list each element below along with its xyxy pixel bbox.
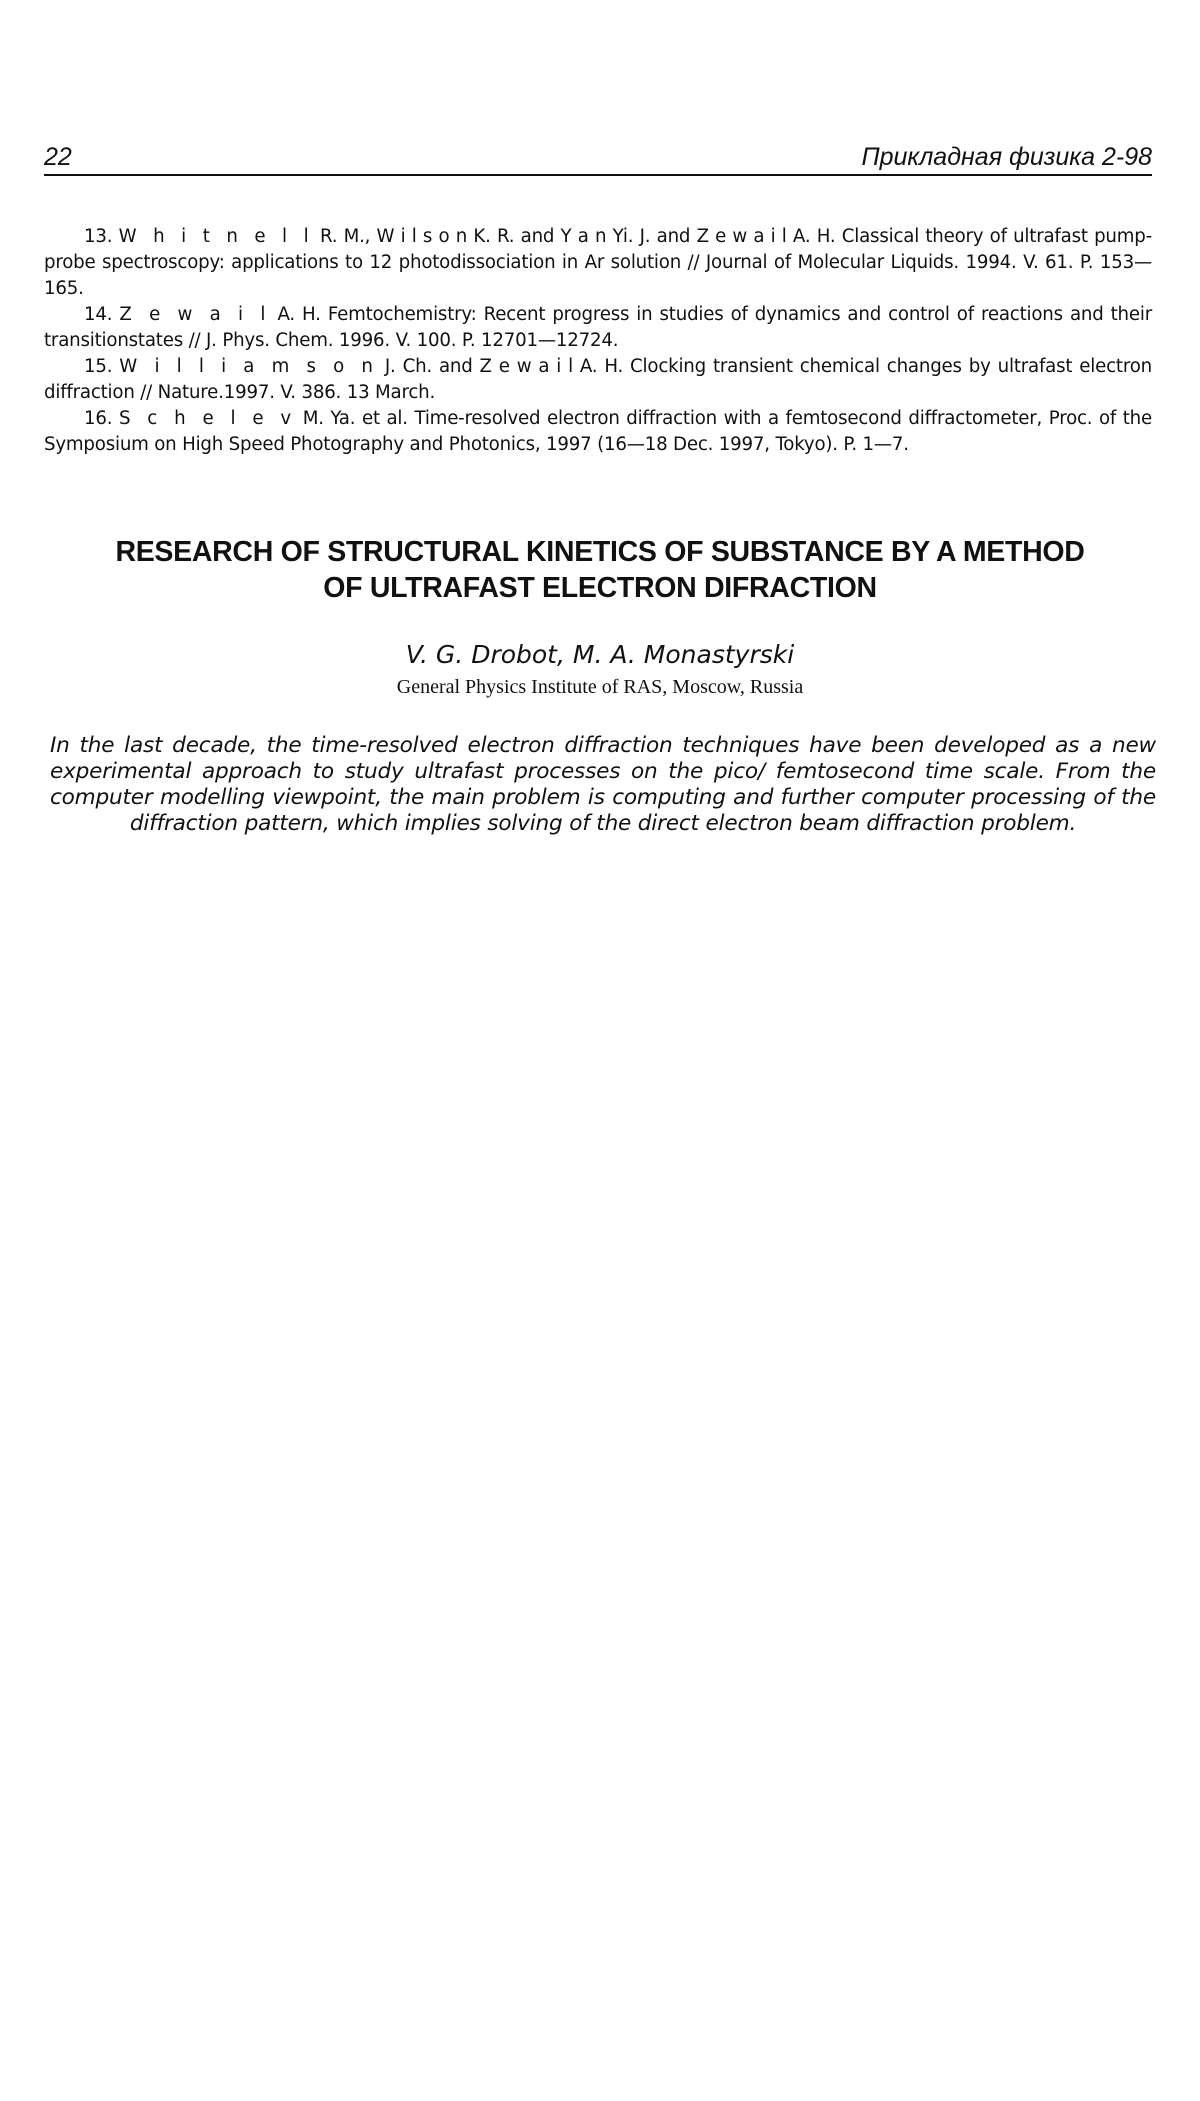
reference-number: 16. bbox=[84, 408, 113, 429]
article-title-line: RESEARCH OF STRUCTURAL KINETICS OF SUBSTANCE BY A METHOD bbox=[115, 536, 1085, 568]
reference-number: 13. bbox=[84, 226, 113, 247]
reference-text: M. Ya. et al. Time-resolved electron diffraction with a femtosecond diffractometer, Proc. of the Symposium on High Speed Photography and Photonics, 1997 (16—18 Dec. 1997, Tokyo). P. 1—7. bbox=[44, 408, 1152, 455]
reference-item bbox=[44, 224, 1152, 302]
running-head bbox=[44, 138, 1152, 176]
reference-item bbox=[44, 406, 1152, 458]
journal-title: Прикладная физика 2-98 bbox=[861, 143, 1152, 171]
reference-author: S c h e l e v bbox=[118, 408, 297, 429]
reference-text: A. H. Femtochemistry: Recent progress in studies of dynamics and control of reactions and their transitionstates // J. Phys. Chem. 1996. V. 100. P. 12701—12724. bbox=[44, 304, 1152, 351]
article-abstract: In the last decade, the time-resolved electron diffraction techniques have been developed as a new experimental approach to study ultrafast processes on the pico/ femtosecond time scale. From the computer modelling viewpoint, the main problem is computing and further computer processing of the diffraction pattern, which implies solving of the direct electron beam diffraction problem. bbox=[50, 733, 1156, 836]
reference-number: 15. bbox=[84, 356, 113, 377]
article-title bbox=[50, 534, 1150, 606]
reference-item bbox=[44, 354, 1152, 406]
reference-number: 14. bbox=[84, 304, 113, 325]
reference-item bbox=[44, 302, 1152, 354]
article-authors: V. G. Drobot, M. A. Monastyrski bbox=[405, 640, 795, 669]
reference-list bbox=[44, 224, 1152, 458]
article-affiliation: General Physics Institute of RAS, Moscow, Russia bbox=[396, 676, 804, 698]
reference-text: J. Ch. and Z e w a i l A. H. Clocking transient chemical changes by ultrafast electron diffraction // Nature.1997. V. 386. 13 March. bbox=[44, 356, 1152, 403]
reference-author: W i l l i a m s o n bbox=[119, 356, 378, 377]
reference-author: W h i t n e l l bbox=[118, 226, 314, 247]
reference-author: Z e w a i l bbox=[119, 304, 271, 325]
reference-text: R. M., W i l s o n K. R. and Y a n Yi. J. and Z e w a i l A. H. Classical theory of ultrafast pump-probe spectroscopy: applications to 12 photodissociation in Ar solution // Journal of Molecular Liquids. 1994. V. 61. P. 153—165. bbox=[44, 226, 1152, 299]
page-number: 22 bbox=[44, 143, 72, 171]
article-title-line: OF ULTRAFAST ELECTRON DIFRACTION bbox=[323, 572, 877, 604]
